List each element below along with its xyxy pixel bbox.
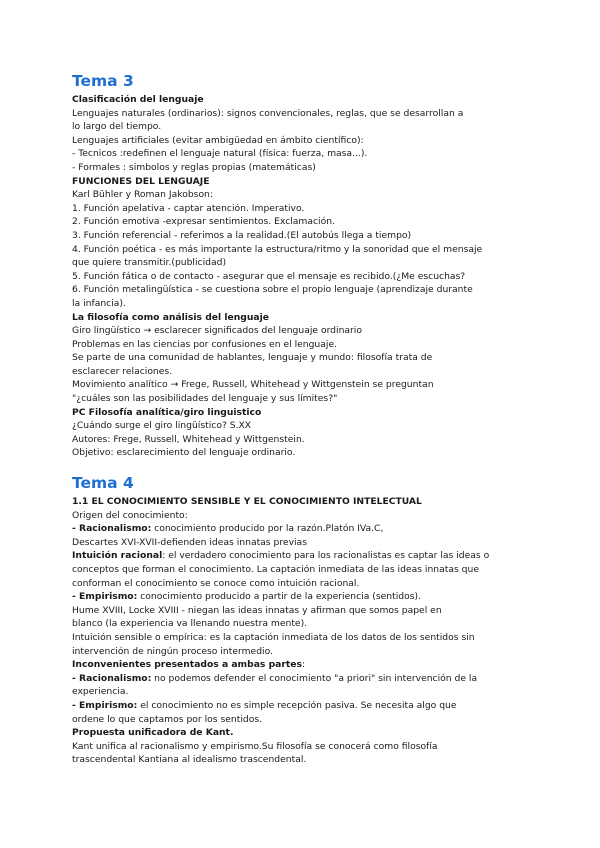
line-text: Lenguajes artificiales (evitar ambigüedad en ámbito científico): xyxy=(72,134,364,146)
line-text: intervención de ningún proceso intermedio. xyxy=(72,645,273,657)
text-line xyxy=(72,726,572,740)
bold-label: Inconvenientes presentados a ambas partes xyxy=(72,659,302,671)
line-text: - Formales : simbolos y reglas propias (matemáticas) xyxy=(72,161,316,173)
line-text: conocimiento producido por la razón.Platón IVa.C, xyxy=(151,523,384,535)
text-line xyxy=(72,509,572,523)
tema-4-body xyxy=(72,495,572,767)
text-line xyxy=(72,161,572,175)
line-text: ¿Cuándo surge el giro lingüístico? S.XX xyxy=(72,420,252,432)
line-text: "¿cuáles son las posibilidades del lenguaje y sus límites?" xyxy=(72,393,338,405)
tema-3-heading: Tema 3 xyxy=(72,72,134,90)
text-line xyxy=(72,243,572,257)
text-line xyxy=(72,351,572,365)
text-line xyxy=(72,93,572,107)
text-line xyxy=(72,202,572,216)
tema-4-section xyxy=(72,473,572,767)
line-text: Intuición sensible o empírica: es la captación inmediata de los datos de los sentidos sin xyxy=(72,631,475,643)
text-line xyxy=(72,672,572,686)
text-line xyxy=(72,215,572,229)
line-text: que quiere transmitir.(publicidad) xyxy=(72,257,227,269)
text-line xyxy=(72,229,572,243)
line-text: esclarecer relaciones. xyxy=(72,365,173,377)
bold-label: 1.1 EL CONOCIMIENTO SENSIBLE Y EL CONOCIMIENTO INTELECTUAL xyxy=(72,496,422,507)
line-text: 2. Función emotiva -expresar sentimientos. Exclamación. xyxy=(72,216,335,228)
text-line xyxy=(72,753,572,767)
line-text: Movimiento analítico → Frege, Russell, Whitehead y Wittgenstein se preguntan xyxy=(72,379,434,391)
line-text: blanco (la experiencia va llenando nuestra mente). xyxy=(72,618,308,630)
line-text: lo largo del tiempo. xyxy=(72,121,162,133)
bold-label: - Empirismo: xyxy=(72,591,138,603)
bold-label: Propuesta unificadora de Kant. xyxy=(72,727,234,739)
bold-label: - Racionalismo: xyxy=(72,523,152,535)
line-text: el conocimiento no es simple recepción pasiva. Se necesita algo que xyxy=(137,699,457,711)
line-text: PC Filosofía analítica/giro linguistico xyxy=(72,406,262,418)
line-text: La filosofía como análisis del lenguaje xyxy=(72,311,269,323)
text-line xyxy=(72,392,572,406)
line-text: conforman el conocimiento se conoce como intuición racional. xyxy=(72,577,360,589)
text-line xyxy=(72,577,572,591)
text-line xyxy=(72,188,572,202)
text-line xyxy=(72,658,572,672)
line-text: Lenguajes naturales (ordinarios): signos convencionales, reglas, que se desarrollan a xyxy=(72,107,464,119)
text-line xyxy=(72,175,572,189)
line-text: experiencia. xyxy=(72,686,129,698)
text-line xyxy=(72,685,572,699)
line-text: Autores: Frege, Russell, Whitehead y Wittgenstein. xyxy=(72,433,305,445)
line-text: Hume XVIII, Locke XVIII - niegan las ideas innatas y afirman que somos papel en xyxy=(72,604,442,616)
text-line xyxy=(72,311,572,325)
line-text: Objetivo: esclarecimiento del lenguaje ordinario. xyxy=(72,447,296,459)
line-text: conceptos que forman el conocimiento. La captación inmediata de las ideas innatas que xyxy=(72,563,479,575)
text-line xyxy=(72,590,572,604)
tema-4-heading: Tema 4 xyxy=(72,474,134,492)
text-line xyxy=(72,617,572,631)
text-line xyxy=(72,120,572,134)
line-text: - Tecnicos :redefinen el lenguaje natural (física: fuerza, masa...). xyxy=(72,148,368,160)
line-text: Se parte de una comunidad de hablantes, lenguaje y mundo: filosofía trata de xyxy=(72,352,433,364)
text-line xyxy=(72,419,572,433)
line-text: Clasificación del lenguaje xyxy=(72,94,204,105)
bold-label: Intuición racional xyxy=(72,550,163,562)
text-line xyxy=(72,446,572,460)
line-text: Descartes XVI-XVII-defienden ideas innatas previas xyxy=(72,536,307,548)
text-line xyxy=(72,324,572,338)
line-text: FUNCIONES DEL LENGUAJE xyxy=(72,175,210,187)
text-line xyxy=(72,740,572,754)
text-line xyxy=(72,713,572,727)
text-line xyxy=(72,107,572,121)
text-line xyxy=(72,522,572,536)
text-line xyxy=(72,297,572,311)
line-text: 6. Función metalingüística - se cuestiona sobre el propio lenguaje (aprendizaje durante xyxy=(72,284,473,296)
text-line xyxy=(72,338,572,352)
line-text: conocimiento producido a partir de la experiencia (sentidos). xyxy=(137,591,421,603)
line-text: Problemas en las ciencias por confusiones en el lenguaje. xyxy=(72,338,338,350)
line-text: 5. Función fática o de contacto - asegurar que el mensaje es recibido.(¿Me escuchas? xyxy=(72,270,466,282)
text-line xyxy=(72,699,572,713)
text-line xyxy=(72,433,572,447)
line-text: ordene lo que captamos por los sentidos. xyxy=(72,713,263,725)
bold-label: - Racionalismo: xyxy=(72,672,152,684)
line-text: : xyxy=(301,659,306,671)
text-line xyxy=(72,365,572,379)
text-line xyxy=(72,631,572,645)
text-line xyxy=(72,283,572,297)
line-text: 1. Función apelativa - captar atención. Imperativo. xyxy=(72,202,305,214)
line-text: la infancia). xyxy=(72,297,126,309)
line-text: Origen del conocimiento: xyxy=(72,509,188,521)
line-text: Giro lingüístico → esclarecer significados del lenguaje ordinario xyxy=(72,325,362,337)
line-text: trascendental Kantiana al idealismo trascendental. xyxy=(72,754,307,766)
text-line xyxy=(72,270,572,284)
text-line xyxy=(72,645,572,659)
tema-3-section xyxy=(72,71,572,460)
text-line xyxy=(72,549,572,563)
text-line xyxy=(72,256,572,270)
text-line xyxy=(72,147,572,161)
line-text: 4. Función poética - es más importante la estructura/ritmo y la sonoridad que el mensaje xyxy=(72,243,483,255)
tema-3-body xyxy=(72,93,572,460)
line-text: 3. Función referencial - referimos a la realidad.(El autobús llega a tiempo) xyxy=(72,229,412,241)
line-text: : el verdadero conocimiento para los racionalistas es captar las ideas o xyxy=(162,550,490,562)
text-line xyxy=(72,134,572,148)
text-line xyxy=(72,406,572,420)
line-text: Kant unifica al racionalismo y empirismo.Su filosofía se conocerá como filosofía xyxy=(72,740,438,752)
text-line xyxy=(72,378,572,392)
text-line xyxy=(72,604,572,618)
text-line xyxy=(72,563,572,577)
text-line xyxy=(72,495,572,509)
text-line xyxy=(72,536,572,550)
bold-label: - Empirismo: xyxy=(72,699,138,711)
line-text: Karl Bühler y Roman Jakobson: xyxy=(72,189,213,201)
line-text: no podemos defender el conocimiento "a priori" sin intervención de la xyxy=(151,672,478,684)
